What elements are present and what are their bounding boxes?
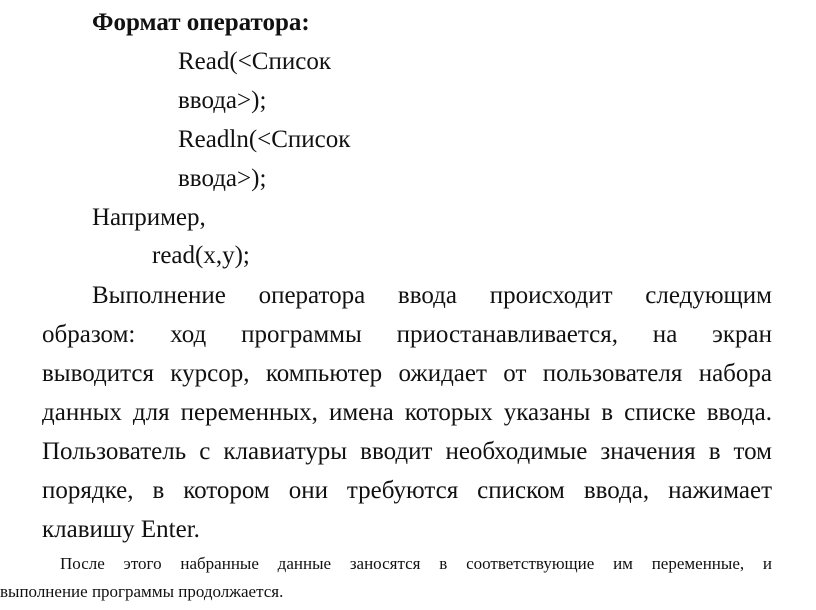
syntax-readln-line-1: Readln(<Список	[178, 126, 351, 153]
syntax-read-line-2: ввода>);	[178, 87, 267, 114]
example-code: read(x,y);	[152, 242, 250, 269]
paragraph-line: Выполнение оператора ввода происходит следующим	[92, 282, 772, 309]
example-label: Например,	[92, 204, 206, 231]
heading-format: Формат оператора:	[92, 9, 310, 36]
note-line: После этого набранные данные заносятся в соответствующие им переменные, и	[60, 554, 772, 573]
paragraph-line: выводится курсор, компьютер ожидает от пользователя набора	[42, 360, 772, 387]
paragraph-line: Пользователь с клавиатуры вводит необходимые значения в том	[42, 438, 772, 465]
paragraph-line: образом: ход программы приостанавливается, на экран	[42, 321, 772, 348]
paragraph-line: данных для переменных, имена которых указаны в списке ввода.	[42, 399, 772, 426]
note-line: выполнение программы продолжается.	[0, 582, 284, 601]
paragraph-line: порядке, в котором они требуются списком ввода, нажимает	[42, 477, 772, 504]
syntax-read-line-1: Read(<Список	[178, 48, 331, 75]
paragraph-line: клавишу Enter.	[42, 516, 200, 543]
syntax-readln-line-2: ввода>);	[178, 165, 267, 192]
